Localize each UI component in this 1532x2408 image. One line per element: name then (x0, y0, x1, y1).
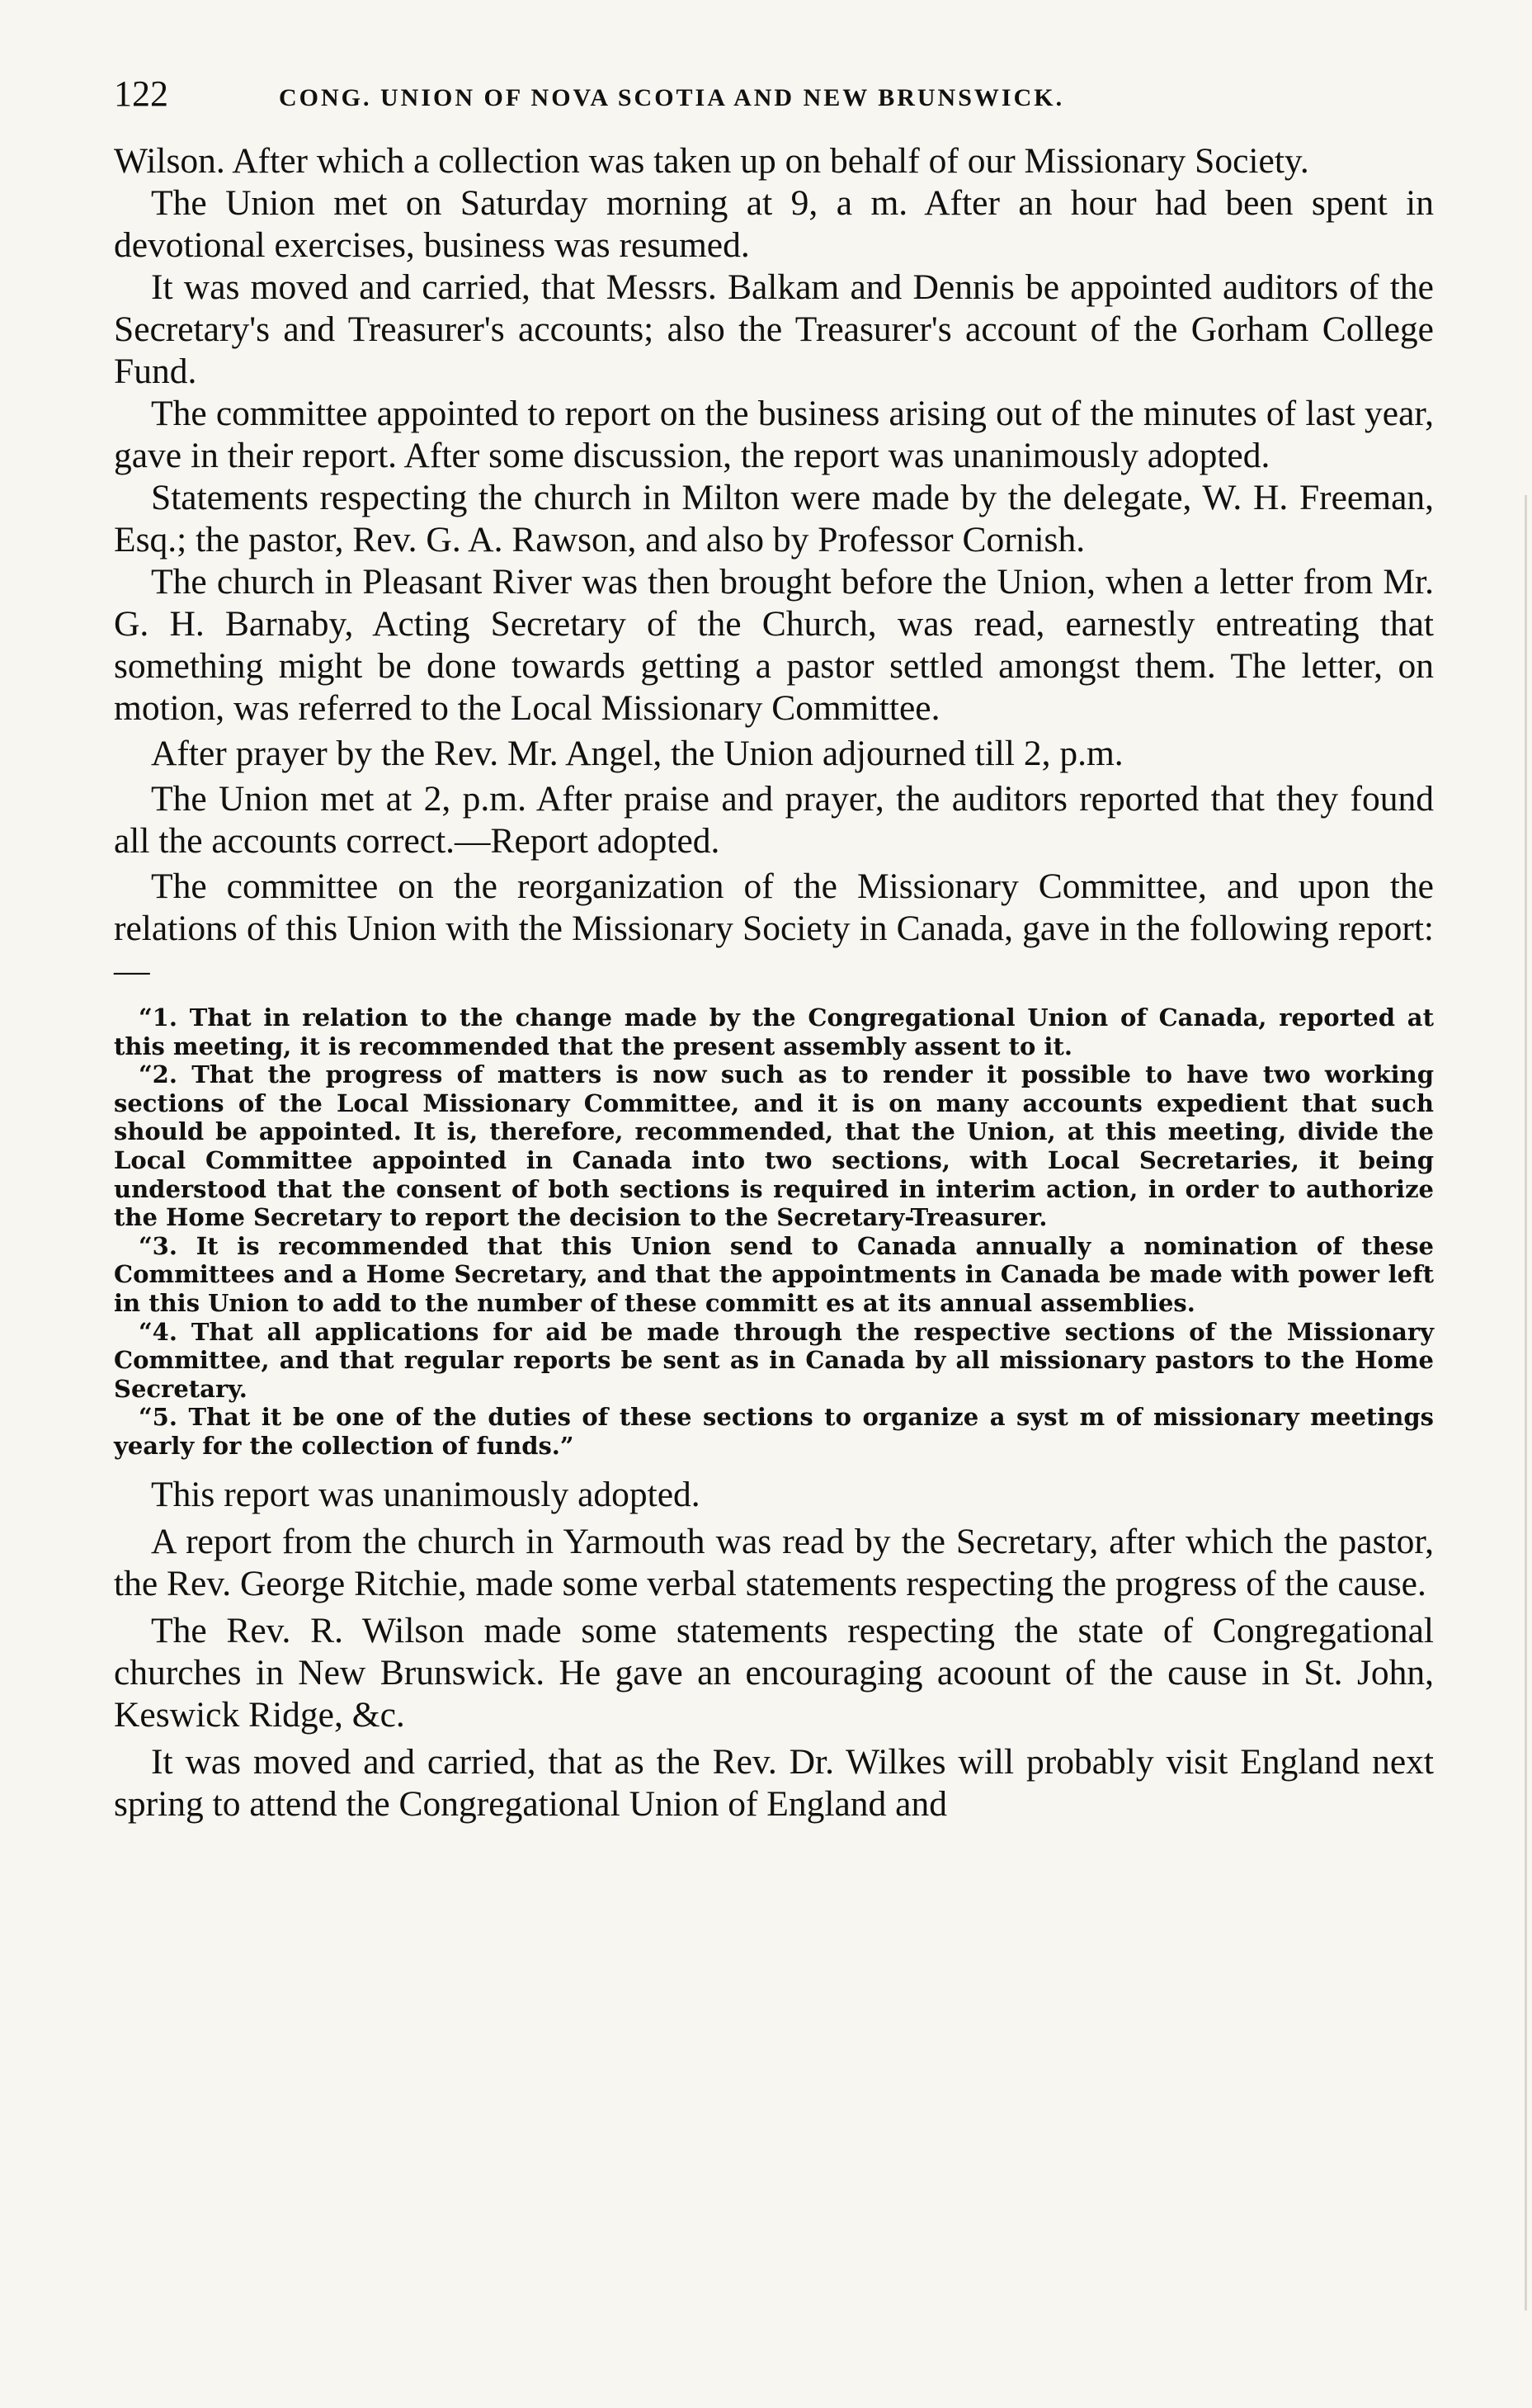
running-head: CONG. UNION OF NOVA SCOTIA AND NEW BRUNSWICK. (279, 84, 1065, 111)
report-item: “4. That all applications for aid be made through the respective sections of the Missionary Committee, and that regular reports be sent as in Canada by all missionary pastors to the Home Secretary. (114, 1317, 1434, 1403)
paragraph: Wilson. After which a collection was taken up on behalf of our Missionary Society. (114, 141, 1309, 181)
book-page (114, 73, 1434, 1830)
report-item: “1. That in relation to the change made by the Congregational Union of Canada, reported at this meeting, it is recommended that the present assembly assent to it. (114, 1003, 1434, 1060)
paragraph: A report from the church in Yarmouth was read by the Secretary, after which the pastor, the Rev. George Ritchie, made some verbal statements respecting the progress of the cause. (114, 1521, 1434, 1603)
paragraph: After prayer by the Rev. Mr. Angel, the Union adjourned till 2, p.m. (151, 734, 1124, 773)
page-edge-shadow (1525, 495, 1527, 2311)
paragraph: Statements respecting the church in Milton were made by the delegate, W. H. Freeman, Esq.; the pastor, Rev. G. A. Rawson, and also by Professor Cornish. (114, 478, 1434, 560)
paragraph: The church in Pleasant River was then brought before the Union, when a letter from Mr. G. H. Barnaby, Acting Secretary of the Church, was read, earnestly entreating that something might be done towards getting a pastor settled amongst them. The letter, on motion, was referred to the Local Missionary Committee. (114, 562, 1434, 728)
paragraph: It was moved and carried, that as the Rev. Dr. Wilkes will probably visit England next spring to attend the Congregational Union of England and (114, 1741, 1434, 1824)
paragraph: This report was unanimously adopted. (151, 1474, 700, 1514)
body-text (114, 140, 1434, 992)
report-item: “5. That it be one of the duties of these sections to organize a syst m of missionary meetings yearly for the collection of funds.” (114, 1403, 1434, 1460)
report-item: “3. It is recommended that this Union send to Canada annually a nomination of these Committees and a Home Secretary, and that the appointments in Canada be made with power left in this Union to add to the number of these committ es at its annual assemblies. (114, 1231, 1434, 1317)
after-report-text (114, 1474, 1434, 1825)
paragraph: The Rev. R. Wilson made some statements respecting the state of Congregational churches in New Brunswick. He gave an encouraging acoount of the cause in St. John, Keswick Ridge, &c. (114, 1610, 1434, 1735)
paragraph: It was moved and carried, that Messrs. Balkam and Dennis be appointed auditors of the Secretary's and Treasurer's accounts; also the Treasurer's account of the Gorham College Fund. (114, 267, 1434, 391)
paragraph: The Union met on Saturday morning at 9, a m. After an hour had been spent in devotional exercises, business was resumed. (114, 183, 1434, 265)
committee-report (114, 1003, 1434, 1461)
paragraph: The Union met at 2, p.m. After praise and prayer, the auditors reported that they found all the accounts correct.—Report adopted. (114, 779, 1434, 861)
paragraph: The committee appointed to report on the business arising out of the minutes of last year, gave in their report. After some discussion, the report was unanimously adopted. (114, 394, 1434, 475)
report-item: “2. That the progress of matters is now such as to render it possible to have two working sections of the Local Missionary Committee, and it is on many accounts expedient that such should be appointed. It is, therefore, recommended, that the Union, at this meeting, divide the Local Committee appointed in Canada into two sections, with Local Secretaries, it being understood that the consent of both sections is required in interim action, in order to authorize the Home Secretary to report the decision to the Secretary-Treasurer. (114, 1060, 1434, 1232)
page-header (114, 73, 1434, 122)
page-number: 122 (114, 73, 168, 114)
paragraph: The committee on the reorganization of the Missionary Committee, and upon the relations of this Union with the Missionary Society in Canada, gave in the following report:— (114, 866, 1434, 990)
